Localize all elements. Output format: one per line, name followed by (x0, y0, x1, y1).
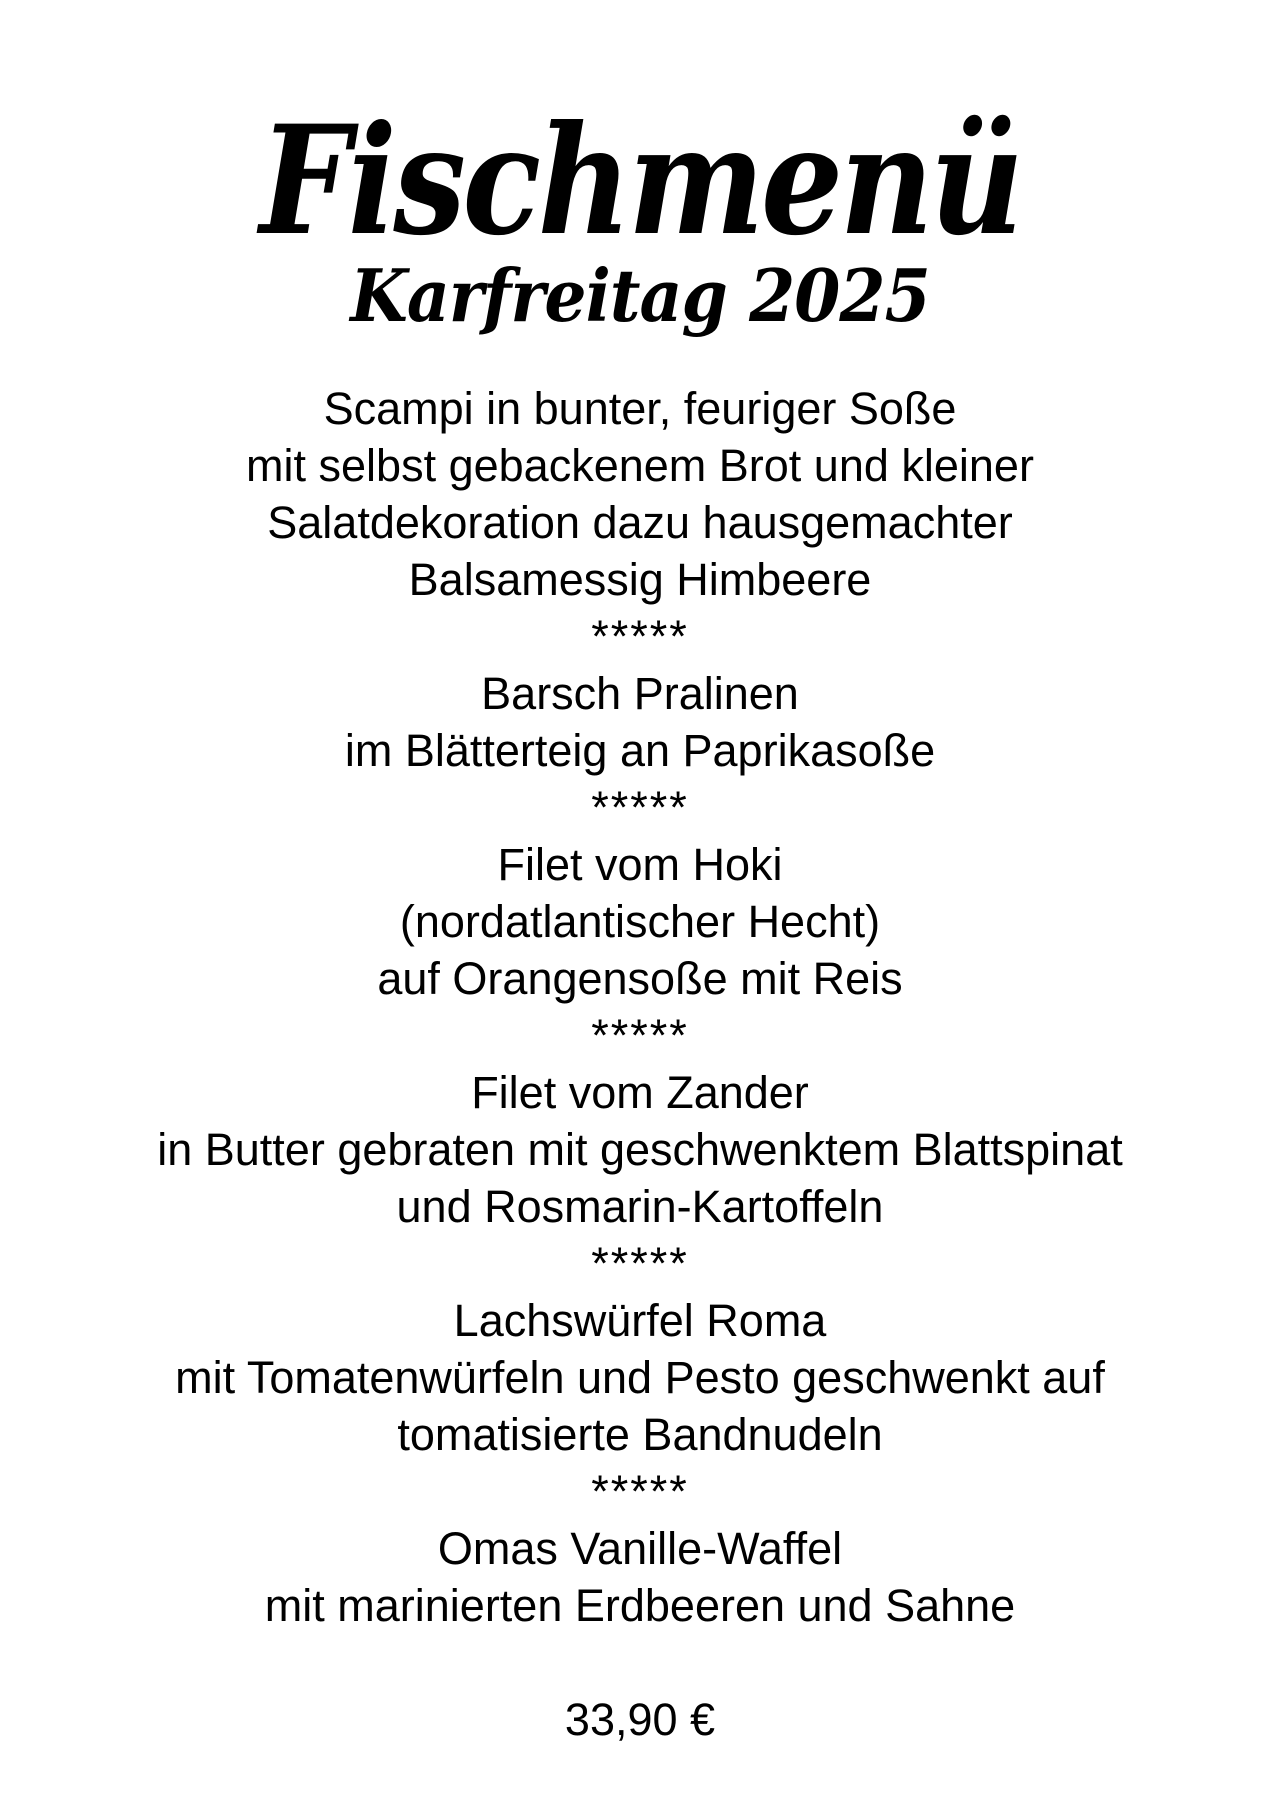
course-line: Salatdekoration dazu hausgemachter (267, 497, 1013, 548)
course-line: mit Tomatenwürfeln und Pesto geschwenkt auf (175, 1352, 1105, 1403)
course-barsch (0, 665, 1280, 779)
course-line: Omas Vanille-Waffel (437, 1523, 843, 1574)
course-line: und Rosmarin-Kartoffeln (396, 1181, 884, 1232)
course-line: auf Orangensoße mit Reis (377, 953, 903, 1004)
course-separator: ***** (591, 1010, 689, 1061)
course-line: mit selbst gebackenem Brot und kleiner (246, 440, 1034, 491)
course-line: (nordatlantischer Hecht) (399, 896, 881, 947)
course-scampi (0, 380, 1280, 608)
spacer (0, 1634, 1280, 1691)
course-line: Lachswürfel Roma (453, 1295, 827, 1346)
course-separator: ***** (591, 782, 689, 833)
menu-price: 33,90 € (564, 1694, 716, 1745)
course-separator: ***** (591, 1238, 689, 1289)
course-line: Filet vom Hoki (497, 839, 783, 890)
course-line: mit marinierten Erdbeeren und Sahne (264, 1580, 1016, 1631)
course-lachs (0, 1292, 1280, 1463)
menu-subtitle: Karfreitag 2025 (350, 253, 930, 338)
course-zander (0, 1064, 1280, 1235)
course-separator: ***** (591, 1466, 689, 1517)
course-line: Barsch Pralinen (481, 668, 799, 719)
course-line: Scampi in bunter, feuriger Soße (323, 383, 957, 434)
course-hoki (0, 836, 1280, 1007)
course-line: tomatisierte Bandnudeln (397, 1409, 883, 1460)
menu-title: Fischmenü (259, 93, 1021, 269)
menu-courses (0, 380, 1280, 1748)
course-separator: ***** (591, 611, 689, 662)
course-line: Filet vom Zander (471, 1067, 809, 1118)
course-dessert (0, 1520, 1280, 1634)
course-line: im Blätterteig an Paprikasoße (344, 725, 936, 776)
course-line: in Butter gebraten mit geschwenktem Blattspinat (157, 1124, 1123, 1175)
course-line: Balsamessig Himbeere (408, 554, 872, 605)
